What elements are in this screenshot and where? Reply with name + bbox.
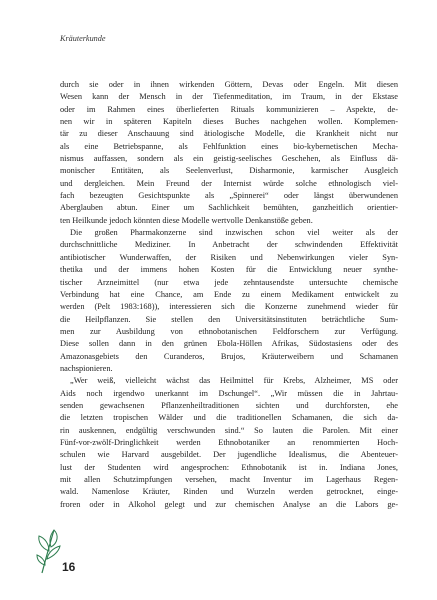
- text-line: die Heilpflanzen. Sie stellen den Universitätsinstituten beträchtliche Sum-: [60, 314, 398, 324]
- text-line: durchschnittliche Mediziner. In Anbetracht der schwindenden Effektivität: [60, 240, 398, 250]
- text-line: antibiotischer Wunderwaffen, der Risiken und Nebenwirkungen vieler Syn-: [60, 252, 398, 262]
- text-line: Diese sollen dann in den grünen Ebola-Höllen Afrikas, Südostasiens oder des: [60, 339, 398, 349]
- text-line: rin auskennen, endgültig verschwunden sind.“ So lauten die Parolen. Mit einer: [60, 425, 398, 435]
- text-line: als eine Betriebspanne, als Fehlfunktion eines bio-kybernetischen Mecha-: [60, 141, 398, 151]
- text-line: Aberglauben abtun. Einer um Sachlichkeit bemühten, ganzheitlich orientier-: [60, 203, 398, 213]
- text-line: tär zu dieser Anschauung sind ätiologische Modelle, die Krankheit nicht nur: [60, 129, 398, 139]
- text-line: „Wer weiß, vielleicht wächst das Heilmittel für Krebs, Alzheimer, MS oder: [70, 376, 398, 386]
- text-line: Aids noch irgendwo unerkannt im Dschungel“. „Wir müssen die in Jahrtau-: [60, 388, 398, 398]
- text-line: schulen wie Harvard ausgebildet. Der jugendliche Idealismus, die Abenteuer-: [60, 450, 398, 460]
- body-text: [60, 79, 398, 511]
- text-line: lust der Studenten wird angesprochen: Ethnobotanik ist in. Indiana Jones,: [60, 462, 398, 472]
- leaf-sprig-icon: [36, 526, 62, 574]
- text-line: senden gewachsenen Pflanzenheiltraditionen sichten und durchforsten, ehe: [60, 400, 398, 410]
- text-line: thetika und der immens hohen Kosten für die Entwicklung neuer synthe-: [60, 265, 398, 275]
- text-line: Amazonasgebiets den Curanderos, Brujos, Kräuterweibern und Schamanen: [60, 351, 398, 361]
- text-line: nachspionieren.: [60, 363, 113, 373]
- text-line: nismus auffassen, sondern als ein geistig-seelisches Geschehen, als Einfluss dä-: [60, 154, 398, 164]
- running-head: Kräuterkunde: [60, 34, 106, 43]
- text-line: oder im Rahmen eines überlieferten Rituals kommunizieren – Aspekte, de-: [60, 104, 398, 114]
- text-line: fach bezeugten Gesichtspunkte als „Spinnerei“ oder längst überwundenen: [60, 191, 398, 201]
- text-line: froren oder in Alkohol gelegt und zur chemischen Analyse an die Labors ge-: [60, 499, 398, 509]
- text-line: die letzten tropischen Wälder und die traditionellen Schamanen, die sich da-: [60, 413, 398, 423]
- text-line: durch sie oder in ihnen wirkenden Göttern, Devas oder Engeln. Mit diesen: [60, 80, 398, 89]
- text-line: und dergleichen. Mein Freund der Internist würde solche ethnologisch viel-: [60, 178, 398, 188]
- text-line: Die großen Pharmakonzerne sind inzwischen schon viel weiter als der: [70, 228, 398, 238]
- text-line: Verbindung hat eine Chance, am Ende zu einem Medikament entwickelt zu: [60, 289, 398, 299]
- text-line: tischer Arzneimittel (nur etwa jede zehntausendste untersuchte chemische: [60, 277, 398, 287]
- text-line: Wesen kann der Mensch in der Tiefenmeditation, im Traum, in der Ekstase: [60, 92, 398, 102]
- text-line: men zur Ausbildung von ethnobotanischen Feldforschern zur Verfügung.: [60, 326, 398, 336]
- text-line: ten Heilkunde jedoch könnten diese Modelle wertvolle Denkanstöße geben.: [60, 215, 313, 225]
- text-line: werden (Pelt 1983:168)), interessieren sich die Konzerne zunehmend wieder für: [60, 302, 398, 312]
- text-line: nen wir in späteren Kapiteln dieses Buches nachgehen wollen. Komplemen-: [60, 117, 398, 127]
- page-number: 16: [62, 560, 76, 574]
- text-line: Fünf-vor-zwölf-Dringlichkeit werden Ethnobotaniker an renommierten Hoch-: [60, 437, 398, 447]
- text-line: monischer Entitäten, als Seelenverlust, Disharmonie, karmischer Ausgleich: [60, 166, 398, 176]
- text-line: wald. Namenlose Kräuter, Rinden und Wurzeln werden getrocknet, einge-: [60, 487, 398, 497]
- text-line: mit allen Schutzimpfungen versehen, macht Inventur im Lagerhaus Regen-: [60, 475, 398, 484]
